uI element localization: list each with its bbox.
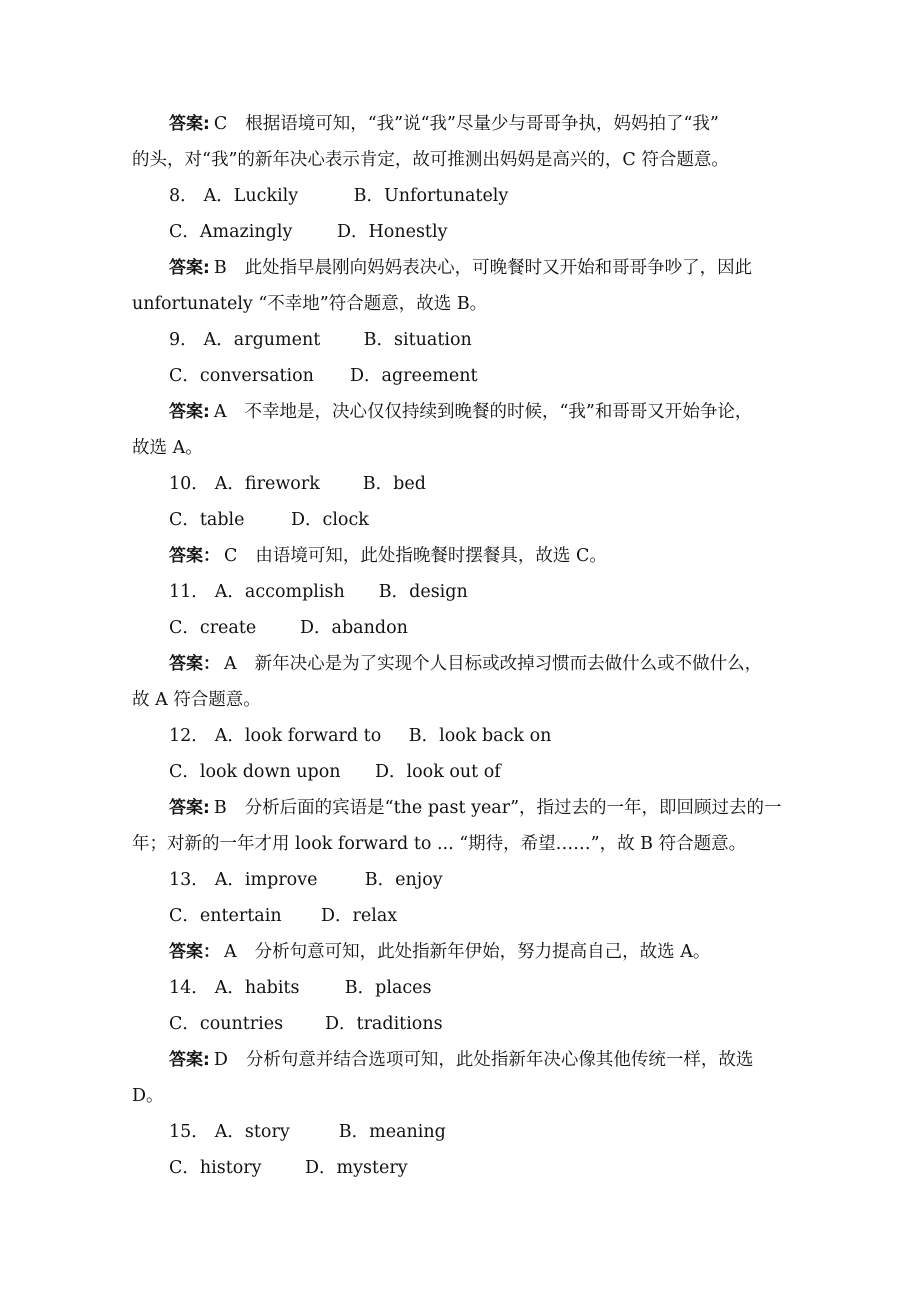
option-b: B．bed: [362, 474, 426, 494]
option-d: D．look out of: [375, 762, 501, 782]
answer-letter: B: [213, 798, 227, 818]
option-a: A．argument: [203, 330, 321, 350]
question-number: 13．: [169, 870, 209, 890]
option-d: D．Honestly: [337, 222, 448, 242]
option-c: C．entertain: [169, 906, 282, 926]
question-number: 14．: [169, 978, 209, 998]
question-15-row-1: [132, 1114, 792, 1150]
answer-13-line-1: [132, 934, 792, 970]
answer-label: 答案:: [169, 402, 210, 422]
option-a: A．improve: [214, 870, 318, 890]
option-a: A．habits: [214, 978, 300, 998]
answer-text: 由语境可知，此处指晚餐时摆餐具，故选 C。: [255, 546, 607, 566]
answer-9-line-1: [132, 394, 792, 430]
option-a: A．firework: [214, 474, 320, 494]
answer-label: 答案:: [169, 114, 210, 134]
question-number: 9．: [169, 330, 198, 350]
answer-14-line-2: D。: [132, 1086, 164, 1106]
answer-12-line-1: [132, 790, 792, 826]
answer-11-line-2: 故 A 符合题意。: [132, 690, 261, 710]
answer-text: 分析后面的宾语是“the past year”，指过去的一年，即回顾过去的一: [244, 798, 782, 818]
answer-7-line-2: 的头，对“我”的新年决心表示肯定，故可推测出妈妈是高兴的，C 符合题意。: [132, 150, 729, 170]
answer-label: 答案:: [169, 1050, 210, 1070]
question-8-row-1: [132, 178, 792, 214]
option-b: B．meaning: [338, 1122, 446, 1142]
question-8-row-2: [132, 214, 792, 250]
option-b: B．situation: [363, 330, 472, 350]
option-a: A．story: [214, 1122, 290, 1142]
answer-letter: A: [224, 942, 237, 962]
answer-11-line-1: [132, 646, 792, 682]
answer-10-line-1: [132, 538, 792, 574]
answer-letter: C: [224, 546, 238, 566]
question-12-row-2: [132, 754, 792, 790]
question-number: 12．: [169, 726, 209, 746]
option-b: B．places: [344, 978, 432, 998]
answer-8-line-1: [132, 250, 792, 286]
question-10-row-2: [132, 502, 792, 538]
option-a: A．Luckily: [203, 186, 299, 206]
question-14-row-1: [132, 970, 792, 1006]
answer-label: 答案：: [169, 654, 220, 674]
option-a: A．look forward to: [214, 726, 382, 746]
option-b: B．enjoy: [364, 870, 443, 890]
question-13-row-2: [132, 898, 792, 934]
answer-letter: A: [224, 654, 237, 674]
question-9-row-1: [132, 322, 792, 358]
answer-14-line-1: [132, 1042, 792, 1078]
option-d: D．clock: [291, 510, 369, 530]
option-c: C．table: [169, 510, 245, 530]
question-11-row-2: [132, 610, 792, 646]
option-b: B．Unfortunately: [353, 186, 509, 206]
option-d: D．abandon: [300, 618, 408, 638]
answer-9-line-2: 故选 A。: [132, 438, 203, 458]
question-number: 8．: [169, 186, 198, 206]
option-b: B．look back on: [408, 726, 552, 746]
answer-letter: D: [213, 1050, 228, 1070]
question-15-row-2: [132, 1150, 792, 1186]
question-10-row-1: [132, 466, 792, 502]
option-d: D．agreement: [350, 366, 478, 386]
option-a: A．accomplish: [214, 582, 345, 602]
answer-text: 分析句意可知，此处指新年伊始，努力提高自己，故选 A。: [254, 942, 711, 962]
answer-text: 此处指早晨刚向妈妈表决心，可晚餐时又开始和哥哥争吵了，因此: [244, 258, 753, 278]
question-12-row-1: [132, 718, 792, 754]
answer-label: 答案：: [169, 942, 220, 962]
option-c: C．create: [169, 618, 257, 638]
option-d: D．mystery: [305, 1158, 408, 1178]
document-page: [132, 106, 792, 1186]
option-b: B．design: [378, 582, 468, 602]
answer-label: 答案:: [169, 798, 210, 818]
answer-letter: C: [213, 114, 228, 134]
answer-12-line-2: 年；对新的一年才用 look forward to ... “期待，希望……”，故 B 符合题意。: [132, 834, 747, 854]
option-c: C．countries: [169, 1014, 284, 1034]
answer-label: 答案:: [169, 258, 210, 278]
question-9-row-2: [132, 358, 792, 394]
question-number: 10．: [169, 474, 209, 494]
answer-text: 新年决心是为了实现个人目标或改掉习惯而去做什么或不做什么，: [254, 654, 763, 674]
answer-7-line-1: [132, 106, 792, 142]
question-11-row-1: [132, 574, 792, 610]
option-c: C．history: [169, 1158, 262, 1178]
answer-text: 根据语境可知，“我”说“我”尽量少与哥哥争执，妈妈拍了“我”: [245, 114, 719, 134]
answer-text: 不幸地是，决心仅仅持续到晚餐的时候，“我”和哥哥又开始争论，: [244, 402, 753, 422]
option-d: D．relax: [321, 906, 398, 926]
question-13-row-1: [132, 862, 792, 898]
answer-label: 答案：: [169, 546, 220, 566]
option-c: C．conversation: [169, 366, 314, 386]
answer-letter: A: [213, 402, 227, 422]
option-c: C．Amazingly: [169, 222, 293, 242]
option-d: D．traditions: [325, 1014, 443, 1034]
question-14-row-2: [132, 1006, 792, 1042]
option-c: C．look down upon: [169, 762, 341, 782]
answer-8-line-2: unfortunately “不幸地”符合题意，故选 B。: [132, 294, 488, 314]
answer-letter: B: [213, 258, 227, 278]
question-number: 11．: [169, 582, 209, 602]
answer-text: 分析句意并结合选项可知，此处指新年决心像其他传统一样，故选: [245, 1050, 754, 1070]
question-number: 15．: [169, 1122, 209, 1142]
